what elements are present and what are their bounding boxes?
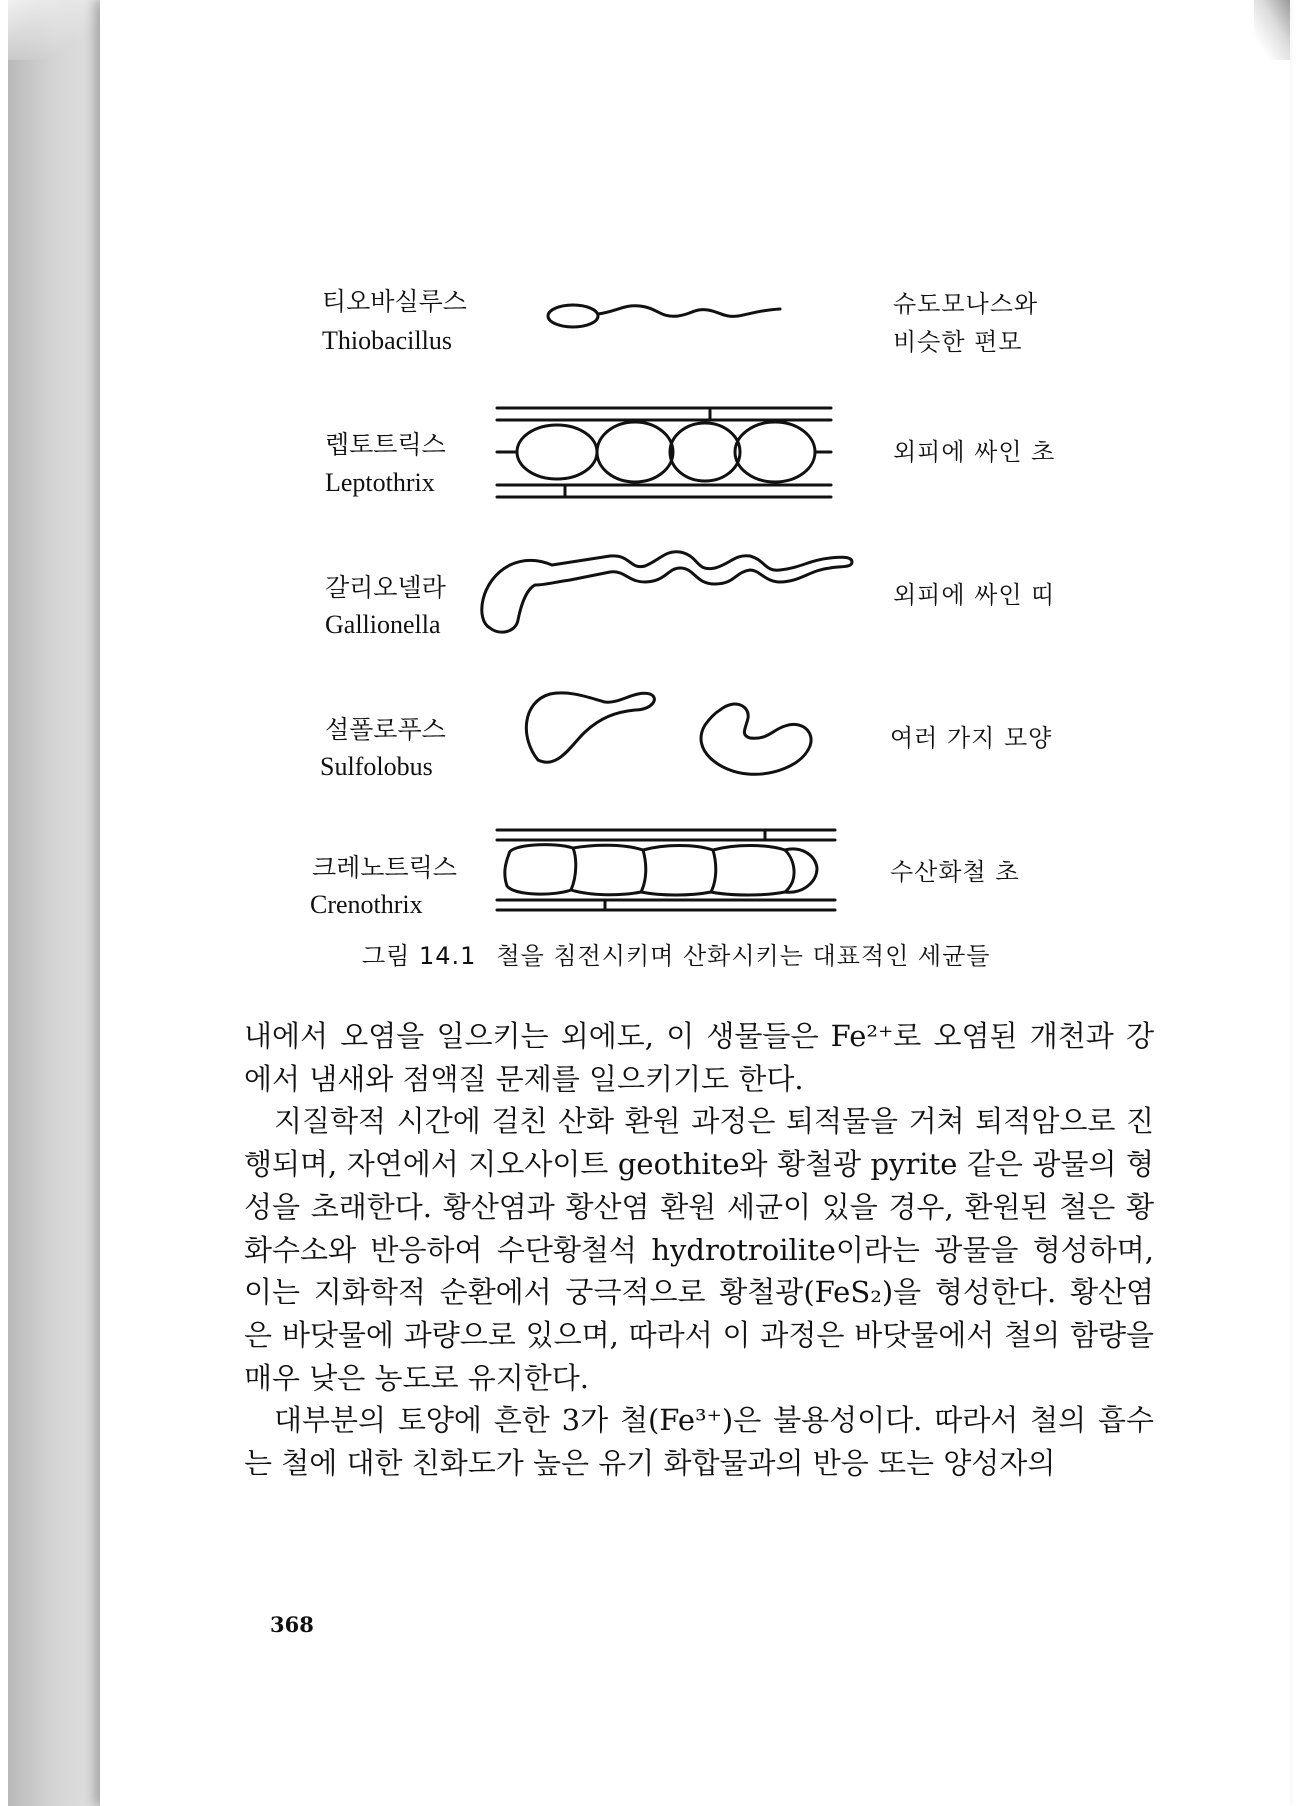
crenothrix-drawing [495,824,841,914]
organism-korean-name: 크레노트릭스 [312,853,457,882]
organism-description: 여러 가지 모양 [890,724,1053,752]
leptothrix-drawing [495,400,835,502]
organism-latin-name: Leptothrix [325,468,435,497]
page-number: 368 [270,1612,314,1637]
organism-latin-name: Gallionella [325,610,441,639]
figure-caption-text: 철을 침전시키며 산화시키는 대표적인 세균들 [496,942,991,970]
organism-latin-name: Thiobacillus [322,326,452,355]
organism-description: 외피에 싸인 띠 [893,581,1056,609]
organism-korean-name: 설폴로푸스 [325,715,446,744]
page-corner-shade [1254,0,1290,60]
organism-description: 비슷한 편모 [893,328,1023,356]
thiobacillus-drawing [540,290,800,340]
sulfolobus-drawing [510,680,820,790]
book-edge-left [8,0,108,1806]
organism-korean-name: 렙토트릭스 [325,430,446,459]
organism-description: 외피에 싸인 초 [893,438,1056,466]
body-text [244,1015,1154,1485]
organism-latin-name: Crenothrix [310,890,423,919]
body-paragraph: 지질학적 시간에 걸친 산화 환원 과정은 퇴적물을 거쳐 퇴적암으로 진행되며, 자연에서 지오사이트 geothite와 황철광 pyrite 같은 광물의 형성을 초래한다. 황산염과 황산염 환원 세균이 있을 경우, 환원된 철은 황화수소와 반응하여 수단황철석 hydrotroilite이라는 광물을 형성하며, 이는 지화학적 순환에서 궁극적으로 황철광(FeS₂)을 형성한다. 황산염은 바닷물에 과량으로 있으며, 따라서 이 과정은 바닷물에서 철의 함량을 매우 낮은 농도로 유지한다. [244,1104,1154,1395]
book-edge-highlight [8,0,108,60]
body-paragraph: 내에서 오염을 일으키는 외에도, 이 생물들은 Fe²⁺로 오염된 개천과 강에서 냄새와 점액질 문제를 일으키기도 한다. [244,1019,1154,1096]
organism-description: 수산화철 초 [890,858,1020,886]
organism-description: 슈도모나스와 [893,290,1039,318]
organism-korean-name: 티오바실루스 [322,287,467,316]
gallionella-drawing [480,540,860,640]
body-paragraph: 대부분의 토양에 흔한 3가 철(Fe³⁺)은 불용성이다. 따라서 철의 흡수는 철에 대한 친화도가 높은 유기 화합물과의 반응 또는 양성자의 [244,1403,1154,1481]
organism-korean-name: 갈리오넬라 [325,573,446,602]
figure-caption-label: 그림 14.1 [362,942,477,970]
organism-latin-name: Sulfolobus [320,752,433,781]
figure-caption [362,936,990,971]
